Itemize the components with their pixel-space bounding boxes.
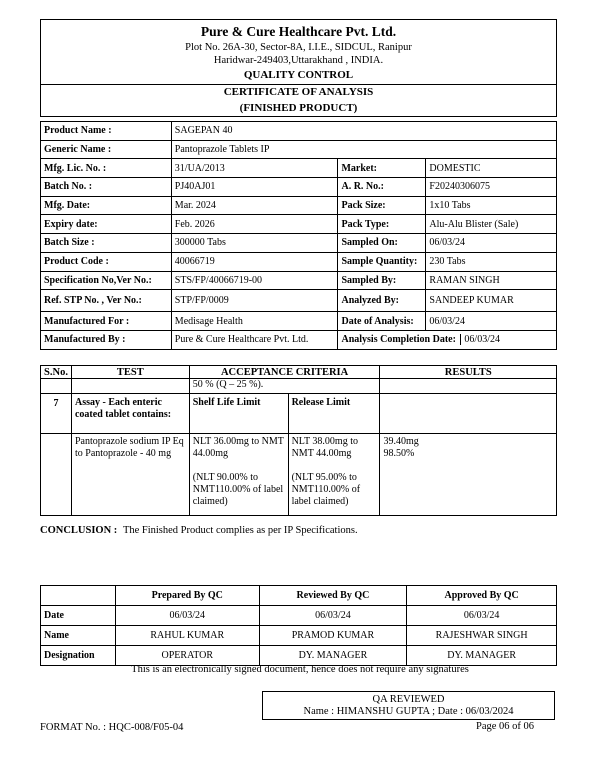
date-of-analysis-value: 06/03/24	[426, 312, 557, 331]
shelf-life-label: Shelf Life Limit	[189, 394, 288, 434]
analyzed-by-value: SANDEEP KUMAR	[426, 290, 557, 312]
document-title: CERTIFICATE OF ANALYSIS	[223, 86, 374, 98]
mfg-lic-value: 31/UA/2013	[171, 159, 338, 178]
product-info-table	[40, 121, 557, 350]
mfd-for-label: Manufactured For :	[41, 312, 172, 331]
table-row	[41, 646, 557, 666]
reviewed-name: PRAMOD KUMAR	[259, 626, 407, 646]
table-row	[41, 196, 557, 215]
table-row	[41, 606, 557, 626]
generic-name-value: Pantoprazole Tablets IP	[171, 140, 556, 159]
release-limit-label: Release Limit	[288, 394, 380, 434]
prepared-name: RAHUL KUMAR	[115, 626, 259, 646]
table-row	[41, 252, 557, 271]
ar-no-value: F20240306075	[426, 178, 557, 197]
table-row	[41, 215, 557, 234]
batch-no-label: Batch No. :	[41, 178, 172, 197]
qa-detail: Name : HIMANSHU GUPTA ; Date : 06/03/2024	[303, 706, 514, 717]
qa-reviewed-box	[262, 691, 555, 720]
mfd-for-value: Medisage Health	[171, 312, 338, 331]
address-line-1: Plot No. 26A-30, Sector-8A, I.I.E., SIDCUL, Ranipur	[185, 42, 412, 53]
expiry-value: Feb. 2026	[171, 215, 338, 234]
release-limits	[288, 434, 380, 516]
spec-label: Specification No,Ver No.:	[41, 271, 172, 290]
signature-table	[40, 585, 557, 666]
generic-name-label: Generic Name :	[41, 140, 172, 159]
mfg-date-value: Mar. 2024	[171, 196, 338, 215]
sample-qty-label: Sample Quantity:	[338, 252, 426, 271]
table-header-row	[41, 366, 557, 379]
sub-test-name: Pantoprazole sodium IP Eq to Pantoprazole - 40 mg	[71, 434, 189, 516]
date-of-analysis-label: Date of Analysis:	[338, 312, 426, 331]
reviewed-designation: DY. MANAGER	[259, 646, 407, 666]
conclusion-label: CONCLUSION :	[40, 525, 118, 536]
test-sno: 7	[41, 394, 72, 434]
result-percent: 98.50%	[383, 448, 415, 459]
product-name-label: Product Name :	[41, 122, 172, 141]
sampled-on-value: 06/03/24	[426, 234, 557, 253]
analysis-completion-label: Analysis Completion Date:	[341, 334, 456, 346]
reviewed-date: 06/03/24	[259, 606, 407, 626]
name-label: Name	[41, 626, 116, 646]
table-row	[41, 312, 557, 331]
table-row	[41, 178, 557, 197]
header-divider	[41, 84, 556, 85]
ref-stp-value: STP/FP/0009	[171, 290, 338, 312]
conclusion-text: The Finished Product complies as per IP Specifications.	[122, 525, 358, 536]
mfg-lic-label: Mfg. Lic. No. :	[41, 159, 172, 178]
market-label: Market:	[338, 159, 426, 178]
sampled-by-value: RAMAN SINGH	[426, 271, 557, 290]
col-header-sno: S.No.	[41, 366, 72, 379]
carry-over-criteria: 50 % (Q – 25 %).	[189, 379, 380, 394]
prepared-date: 06/03/24	[115, 606, 259, 626]
table-header-row	[41, 586, 557, 606]
document-subtitle: (FINISHED PRODUCT)	[239, 102, 358, 114]
ar-no-label: A. R. No.:	[338, 178, 426, 197]
expiry-label: Expiry date:	[41, 215, 172, 234]
sampled-by-label: Sampled By:	[338, 271, 426, 290]
ref-stp-label: Ref. STP No. , Ver No.:	[41, 290, 172, 312]
date-label: Date	[41, 606, 116, 626]
sample-qty-value: 230 Tabs	[426, 252, 557, 271]
page-number: Page 06 of 06	[476, 721, 535, 732]
prepared-by-header: Prepared By QC	[115, 586, 259, 606]
company-name: Pure & Cure Healthcare Pvt. Ltd.	[200, 24, 397, 39]
table-row	[41, 394, 557, 434]
table-row	[41, 290, 557, 312]
results-cell	[380, 434, 557, 516]
mfd-by-label: Manufactured By :	[41, 330, 172, 349]
col-header-results: RESULTS	[380, 366, 557, 379]
batch-size-value: 300000 Tabs	[171, 234, 338, 253]
table-row	[41, 234, 557, 253]
pack-size-value: 1x10 Tabs	[426, 196, 557, 215]
pack-type-label: Pack Type:	[338, 215, 426, 234]
table-row	[41, 434, 557, 516]
mfd-by-value: Pure & Cure Healthcare Pvt. Ltd.	[171, 330, 338, 349]
shelf-limit-mg: NLT 36.00mg to NMT 44.00mg	[192, 436, 284, 459]
shelf-life-limits	[189, 434, 288, 516]
release-limit-mg: NLT 38.00mg to NMT 44.00mg	[291, 436, 358, 459]
department-title: QUALITY CONTROL	[243, 69, 354, 81]
table-row	[41, 330, 557, 349]
format-number: FORMAT No. : HQC-008/F05-04	[40, 722, 184, 733]
spec-value: STS/FP/40066719-00	[171, 271, 338, 290]
table-row	[41, 140, 557, 159]
pack-type-value: Alu-Alu Blister (Sale)	[426, 215, 557, 234]
approved-date: 06/03/24	[407, 606, 557, 626]
reviewed-by-header: Reviewed By QC	[259, 586, 407, 606]
table-row	[41, 271, 557, 290]
qa-title: QA REVIEWED	[372, 694, 445, 705]
analysis-completion-cell	[338, 330, 557, 349]
market-value: DOMESTIC	[426, 159, 557, 178]
col-header-criteria: ACCEPTANCE CRITERIA	[189, 366, 380, 379]
release-limit-percent: (NLT 95.00% to NMT110.00% of label claimed)	[291, 472, 361, 507]
approved-by-header: Approved By QC	[407, 586, 557, 606]
test-name: Assay - Each enteric coated tablet contains:	[71, 394, 189, 434]
product-code-value: 40066719	[171, 252, 338, 271]
electronic-signature-note: This is an electronically signed document, hence does not require any signatures	[131, 664, 469, 675]
analyzed-by-label: Analyzed By:	[338, 290, 426, 312]
table-row	[41, 379, 557, 394]
approved-name: RAJESHWAR SINGH	[407, 626, 557, 646]
col-header-test: TEST	[71, 366, 189, 379]
product-code-label: Product Code :	[41, 252, 172, 271]
result-mg: 39.40mg	[383, 436, 419, 447]
table-row	[41, 159, 557, 178]
batch-no-value: PJ40AJ01	[171, 178, 338, 197]
conclusion	[40, 525, 358, 536]
batch-size-label: Batch Size :	[41, 234, 172, 253]
address-line-2: Haridwar-249403,Uttarakhand , INDIA.	[213, 55, 384, 66]
table-row	[41, 626, 557, 646]
document-header	[40, 19, 557, 117]
mfg-date-label: Mfg. Date:	[41, 196, 172, 215]
table-row	[41, 122, 557, 141]
product-name-value: SAGEPAN 40	[171, 122, 556, 141]
shelf-limit-percent: (NLT 90.00% to NMT110.00% of label claimed)	[192, 472, 284, 507]
prepared-designation: OPERATOR	[115, 646, 259, 666]
sampled-on-label: Sampled On:	[338, 234, 426, 253]
pack-size-label: Pack Size:	[338, 196, 426, 215]
designation-label: Designation	[41, 646, 116, 666]
test-results-table	[40, 365, 557, 516]
approved-designation: DY. MANAGER	[407, 646, 557, 666]
analysis-completion-value: 06/03/24	[460, 334, 500, 345]
